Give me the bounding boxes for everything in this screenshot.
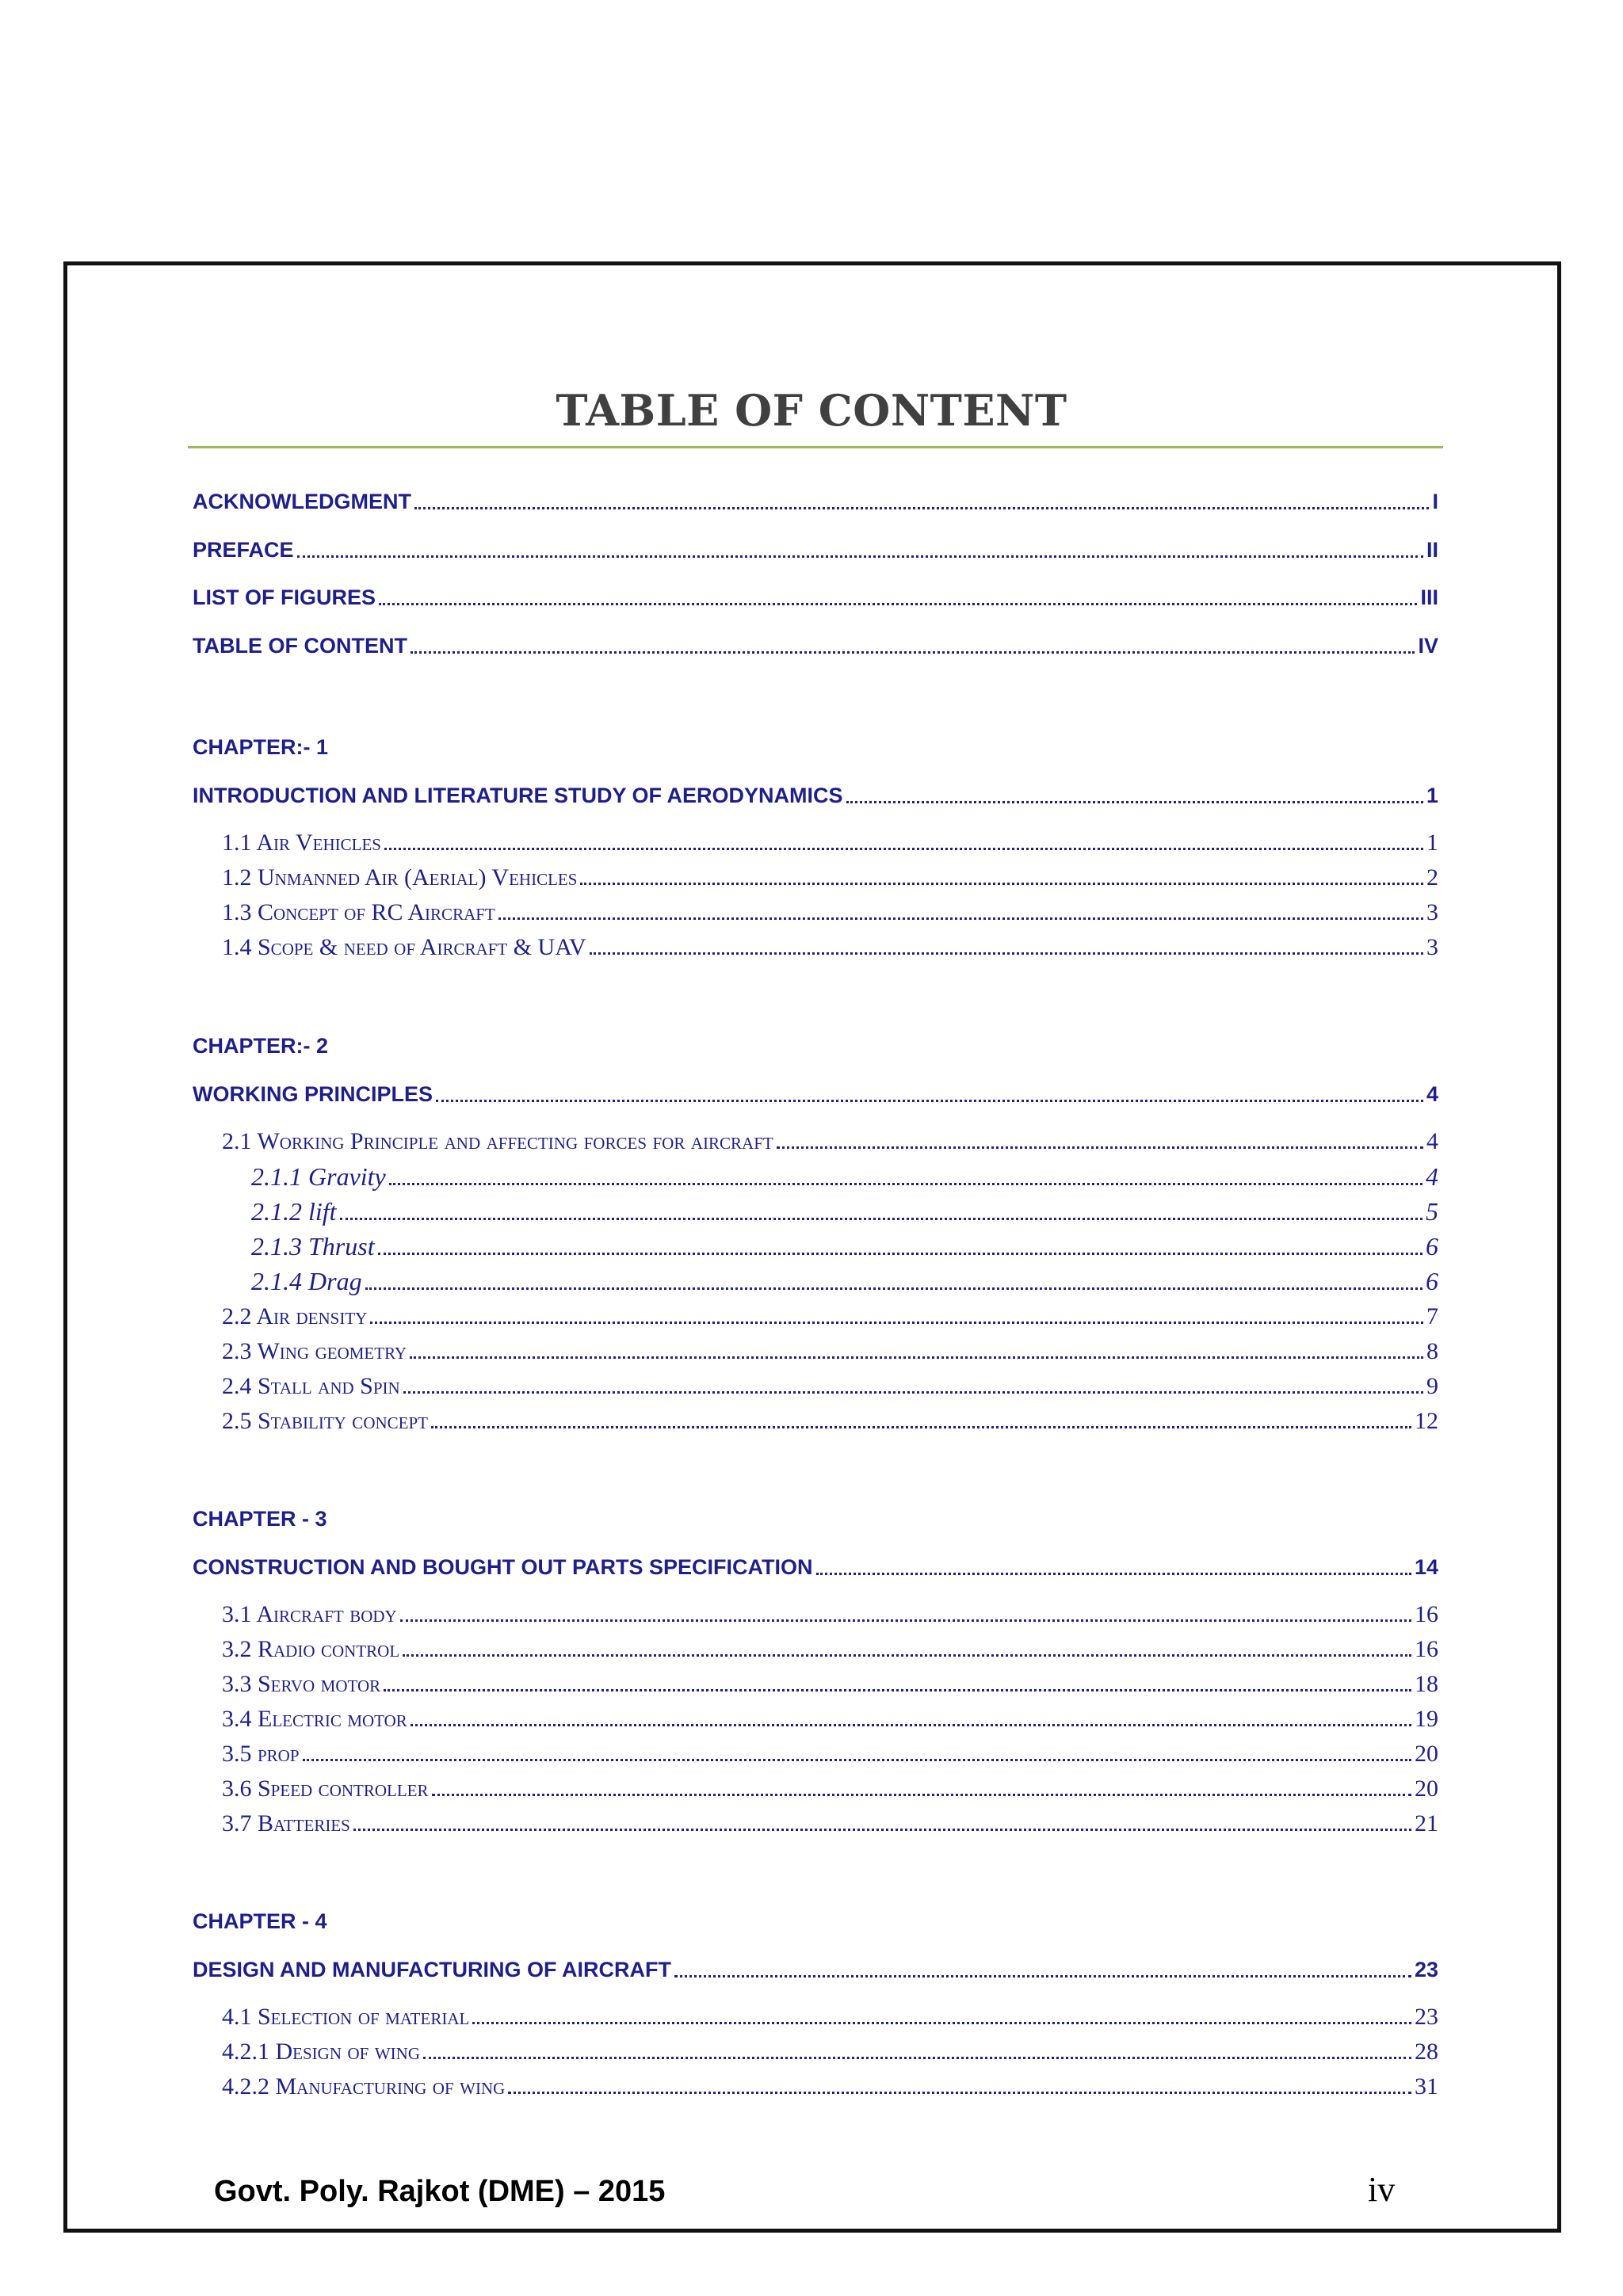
toc-entry-page: 28 (1415, 2039, 1438, 2065)
toc-entry-page: 14 (1414, 1555, 1438, 1579)
toc-entry[interactable] (222, 1741, 1438, 1768)
toc-entry-label: WORKING PRINCIPLES (193, 1082, 433, 1106)
toc-entry[interactable] (222, 830, 1438, 856)
toc-subentry[interactable] (251, 1267, 1438, 1296)
chapter-heading: CHAPTER - 3 (193, 1507, 327, 1531)
toc-entry-page: 1 (1426, 830, 1438, 856)
toc-entry-page: 7 (1426, 1303, 1438, 1329)
toc-entry-page: 4 (1426, 1128, 1438, 1154)
chapter-heading: CHAPTER - 4 (193, 1909, 327, 1933)
toc-entry-page: 12 (1415, 1408, 1438, 1434)
toc-entry-page: 3 (1426, 934, 1438, 960)
toc-entry[interactable] (222, 1303, 1438, 1330)
toc-entry-label: 1.4 Scope & need of Aircraft & UAV (222, 934, 586, 960)
toc-entry-page: 5 (1426, 1197, 1438, 1226)
toc-entry-page: 8 (1426, 1338, 1438, 1364)
toc-chapter-title[interactable] (193, 1555, 1438, 1580)
toc-entry-page: 16 (1415, 1636, 1438, 1662)
toc-entry[interactable] (222, 899, 1438, 926)
toc-entry[interactable] (193, 490, 1438, 514)
toc-entry-label: 2.2 Air density (222, 1303, 368, 1329)
toc-entry-label: PREFACE (193, 538, 294, 562)
toc-entry[interactable] (193, 538, 1438, 563)
toc-entry-page: 20 (1415, 1741, 1438, 1767)
toc-entry-label: 3.7 Batteries (222, 1810, 350, 1836)
toc-entry-label: 1.2 Unmanned Air (Aerial) Vehicles (222, 864, 578, 891)
toc-entry-label: 2.1 Working Principle and affecting forces for aircraft (222, 1128, 773, 1154)
toc-entry-page: IV (1418, 634, 1438, 658)
page-title: TABLE OF CONTENT (556, 385, 1067, 436)
toc-entry-label: 4.2.2 Manufacturing of wing (222, 2073, 506, 2100)
toc-entry[interactable] (222, 1338, 1438, 1365)
toc-entry-label: 3.3 Servo motor (222, 1671, 381, 1697)
toc-entry-label: 2.1.3 Thrust (251, 1232, 375, 1261)
toc-entry[interactable] (222, 1671, 1438, 1698)
toc-entry[interactable] (222, 1601, 1438, 1628)
toc-entry-page: 4 (1426, 1162, 1438, 1191)
toc-entry-page: 2 (1426, 864, 1438, 891)
toc-entry-label: TABLE OF CONTENT (193, 634, 407, 658)
toc-entry-page: 19 (1415, 1706, 1438, 1732)
toc-entry-page: 9 (1426, 1373, 1438, 1399)
toc-entry-label: 2.1.1 Gravity (251, 1162, 386, 1191)
toc-chapter-title[interactable] (193, 1082, 1438, 1107)
toc-entry-page: 20 (1415, 1775, 1438, 1802)
toc-entry-label: LIST OF FIGURES (193, 585, 376, 609)
toc-entry-label: 3.1 Aircraft body (222, 1601, 397, 1627)
toc-entry-label: 2.1.2 lift (251, 1197, 337, 1226)
toc-subentry[interactable] (251, 1232, 1438, 1261)
toc-entry-page: 1 (1426, 784, 1438, 807)
toc-entry-label: 2.3 Wing geometry (222, 1338, 407, 1364)
toc-entry-page: 6 (1426, 1232, 1438, 1261)
toc-entry-label: CONSTRUCTION AND BOUGHT OUT PARTS SPECIFICATION (193, 1555, 813, 1579)
toc-entry-label: 1.3 Concept of RC Aircraft (222, 899, 495, 925)
toc-entry-label: 2.5 Stability concept (222, 1408, 428, 1434)
toc-entry-label: 2.4 Stall and Spin (222, 1373, 400, 1399)
toc-entry-label: 3.6 Speed controller (222, 1775, 429, 1802)
toc-entry-label: 3.5 prop (222, 1741, 300, 1767)
toc-subentry[interactable] (251, 1197, 1438, 1226)
toc-entry[interactable] (222, 2004, 1438, 2031)
toc-entry-page: 21 (1415, 1810, 1438, 1836)
toc-entry[interactable] (222, 934, 1438, 961)
toc-entry-page: 31 (1415, 2073, 1438, 2100)
toc-entry-label: 1.1 Air Vehicles (222, 830, 381, 856)
toc-entry-label: 4.1 Selection of material (222, 2004, 470, 2030)
toc-entry[interactable] (193, 585, 1438, 610)
toc-entry-page: 23 (1415, 2004, 1438, 2030)
toc-entry-page: II (1426, 538, 1438, 562)
toc-entry-page: 4 (1426, 1082, 1438, 1106)
toc-entry[interactable] (222, 864, 1438, 891)
toc-entry-page: I (1432, 490, 1438, 513)
toc-entry-label: 3.4 Electric motor (222, 1706, 407, 1732)
footer-institution: Govt. Poly. Rajkot (DME) – 2015 (214, 2175, 666, 2208)
footer-page-number: iv (1368, 2170, 1396, 2209)
toc-entry[interactable] (222, 1775, 1438, 1802)
toc-entry[interactable] (222, 1373, 1438, 1400)
toc-entry-page: 23 (1414, 1958, 1438, 1981)
toc-entry[interactable] (193, 634, 1438, 658)
toc-entry-label: 3.2 Radio control (222, 1636, 400, 1662)
toc-entry-label: 2.1.4 Drag (251, 1267, 362, 1295)
toc-entry-label: 4.2.1 Design of wing (222, 2039, 420, 2065)
toc-entry[interactable] (222, 1128, 1438, 1155)
toc-entry[interactable] (222, 1408, 1438, 1435)
toc-entry-page: 16 (1415, 1601, 1438, 1627)
toc-entry-page: 6 (1426, 1267, 1438, 1295)
toc-entry-page: III (1420, 585, 1438, 609)
toc-entry[interactable] (222, 1636, 1438, 1663)
chapter-heading: CHAPTER:- 1 (193, 735, 329, 759)
toc-entry-label: ACKNOWLEDGMENT (193, 490, 411, 513)
toc-entry[interactable] (222, 2073, 1438, 2100)
toc-chapter-title[interactable] (193, 1958, 1438, 1982)
toc-entry[interactable] (222, 2039, 1438, 2065)
toc-entry-page: 18 (1415, 1671, 1438, 1697)
chapter-heading: CHAPTER:- 2 (193, 1034, 329, 1058)
toc-entry[interactable] (222, 1706, 1438, 1733)
toc-chapter-title[interactable] (193, 784, 1438, 808)
toc-entry-label: DESIGN AND MANUFACTURING OF AIRCRAFT (193, 1958, 671, 1981)
toc-entry[interactable] (222, 1810, 1438, 1837)
toc-entry-label: INTRODUCTION AND LITERATURE STUDY OF AERODYNAMICS (193, 784, 843, 807)
toc-subentry[interactable] (251, 1162, 1438, 1192)
toc-entry-page: 3 (1426, 899, 1438, 925)
title-underline (188, 446, 1443, 448)
